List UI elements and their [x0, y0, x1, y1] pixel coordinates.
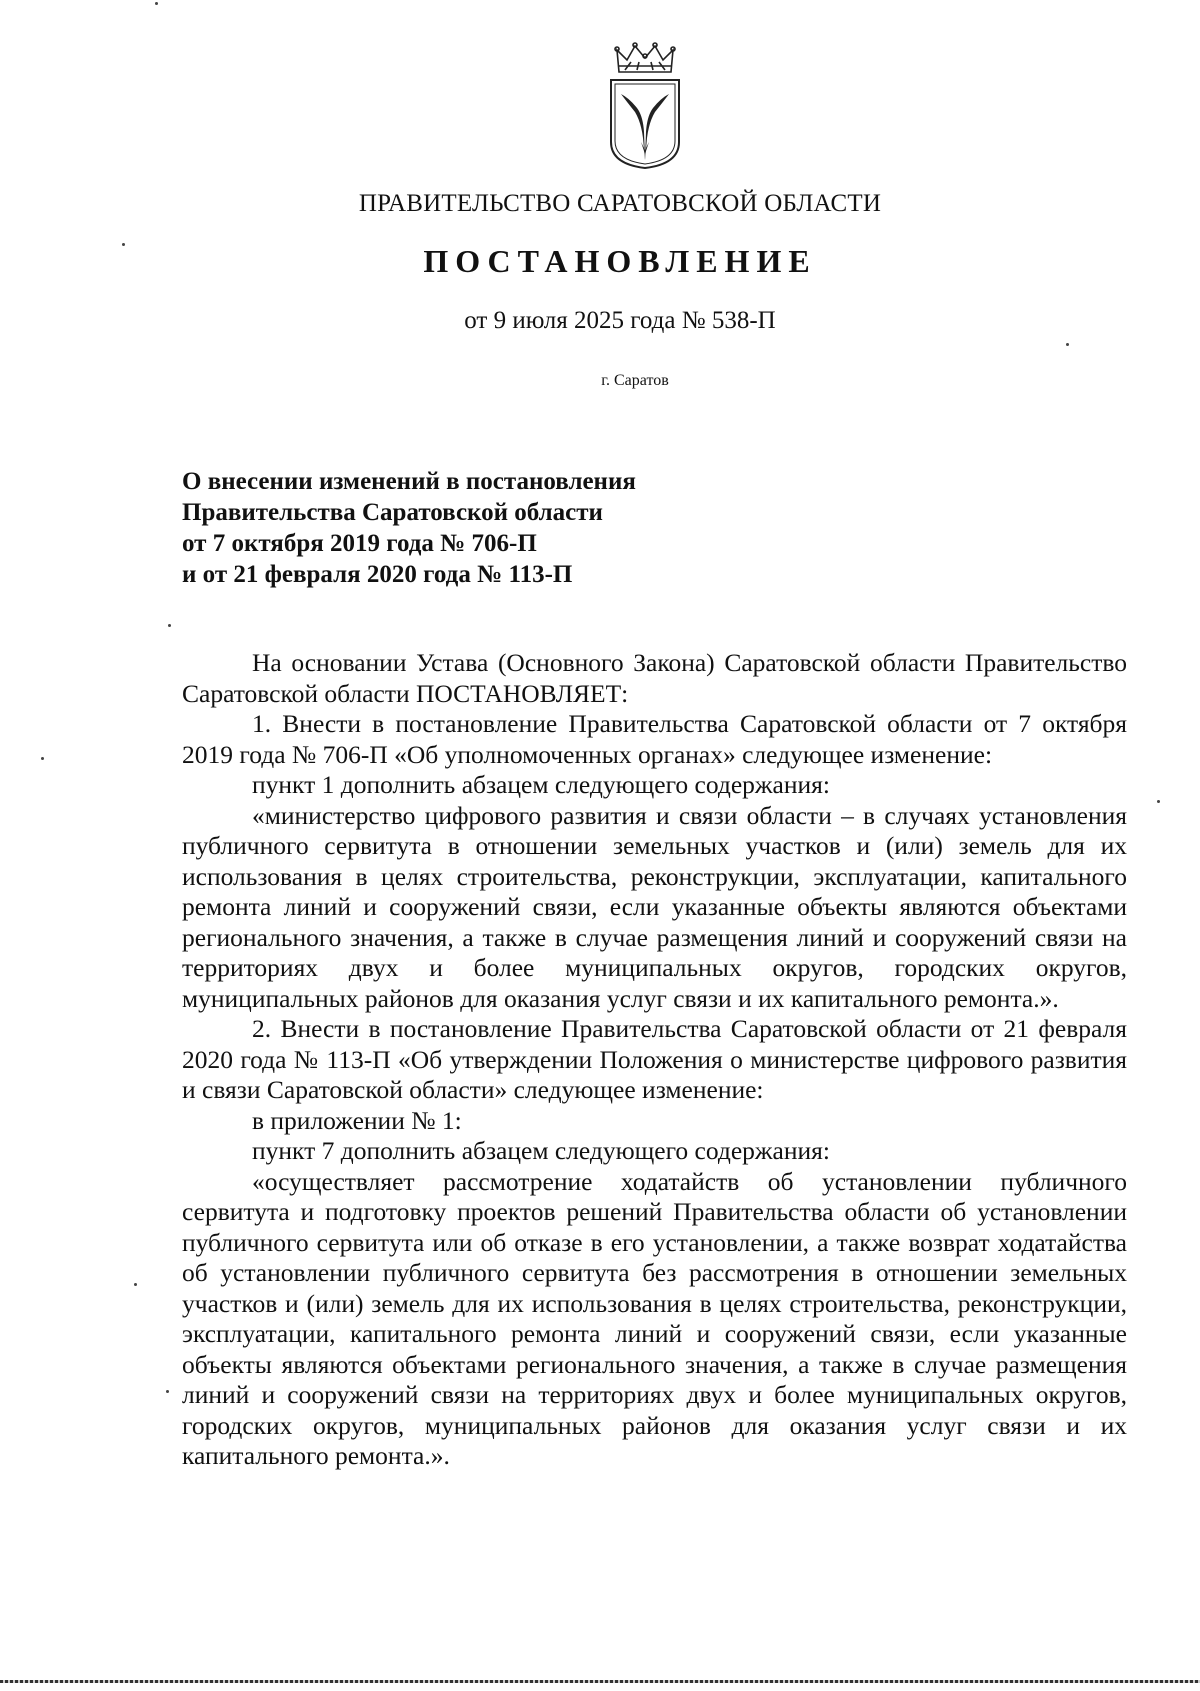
scan-speck — [1157, 800, 1160, 803]
document-type: ПОСТАНОВЛЕНИЕ — [423, 243, 817, 279]
body-paragraph: 2. Внести в постановление Правительства Саратовской области от 21 февраля 2020 года № 113-П «Об утверждении Положения о министерстве цифрового развития и связи Саратовской области» следующее изменение: — [182, 1014, 1127, 1104]
title-line: от 7 октября 2019 года № 706-П — [182, 530, 537, 557]
title-line: Правительства Саратовской области — [182, 499, 603, 526]
scan-edge — [0, 1680, 1200, 1683]
title-line: и от 21 февраля 2020 года № 113-П — [182, 561, 573, 588]
body-paragraph: 1. Внести в постановление Правительства Саратовской области от 7 октября 2019 года № 706-П «Об уполномоченных органах» следующее изменение: — [182, 709, 1127, 769]
government-name: ПРАВИТЕЛЬСТВО САРАТОВСКОЙ ОБЛАСТИ — [358, 190, 882, 217]
scan-speck — [122, 243, 125, 246]
body-paragraph: «осуществляет рассмотрение ходатайств об установлении публичного сервитута и подготовку проектов решений Правительства области об установлении публичного сервитута или об отказе в его установлении, а также возврат ходатайства об установлении публичного сервитута без рассмотрения в отношении земельных участков и (или) земель для их использования в целях строительства, реконструкции, эксплуатации, капитального ремонта линий и сооружений связи, если указанные объекты являются объектами регионального значения, а также в случае размещения линий и сооружений связи на территориях двух и более муниципальных округов, городских округов, муниципальных районов для оказания услуг связи и их капитального ремонта.». — [182, 1166, 1127, 1470]
body-paragraph: пункт 7 дополнить абзацем следующего содержания: — [252, 1136, 830, 1165]
document-title — [182, 466, 882, 590]
scan-speck — [166, 1390, 169, 1393]
scan-speck — [134, 1283, 137, 1286]
document-body — [182, 648, 1127, 1472]
body-paragraph: «министерство цифрового развития и связи области – в случаях установления публичного сервитута в отношении земельных участков и (или) земель для их использования в целях строительства, реконструкции, эксплуатации, капитального ремонта линий и сооружений связи, если указанные объекты являются объектами регионального значения, а также в случае размещения линий и сооружений связи на территориях двух и более муниципальных округов, городских округов, муниципальных районов для оказания услуг связи и их капитального ремонта.». — [182, 800, 1127, 1013]
scan-speck — [1066, 343, 1069, 346]
scan-speck — [41, 757, 44, 760]
document-city: г. Саратов — [601, 372, 669, 389]
coat-of-arms-emblem — [607, 42, 683, 170]
title-line: О внесении изменений в постановления — [182, 468, 636, 495]
body-paragraph: пункт 1 дополнить абзацем следующего содержания: — [252, 770, 830, 799]
scan-speck — [168, 624, 171, 627]
body-paragraph: На основании Устава (Основного Закона) Саратовской области Правительство Саратовской области ПОСТАНОВЛЯЕТ: — [182, 648, 1127, 708]
document-number-date: от 9 июля 2025 года № 538-П — [464, 307, 776, 334]
body-paragraph: в приложении № 1: — [252, 1105, 462, 1135]
scan-speck — [155, 2, 158, 5]
